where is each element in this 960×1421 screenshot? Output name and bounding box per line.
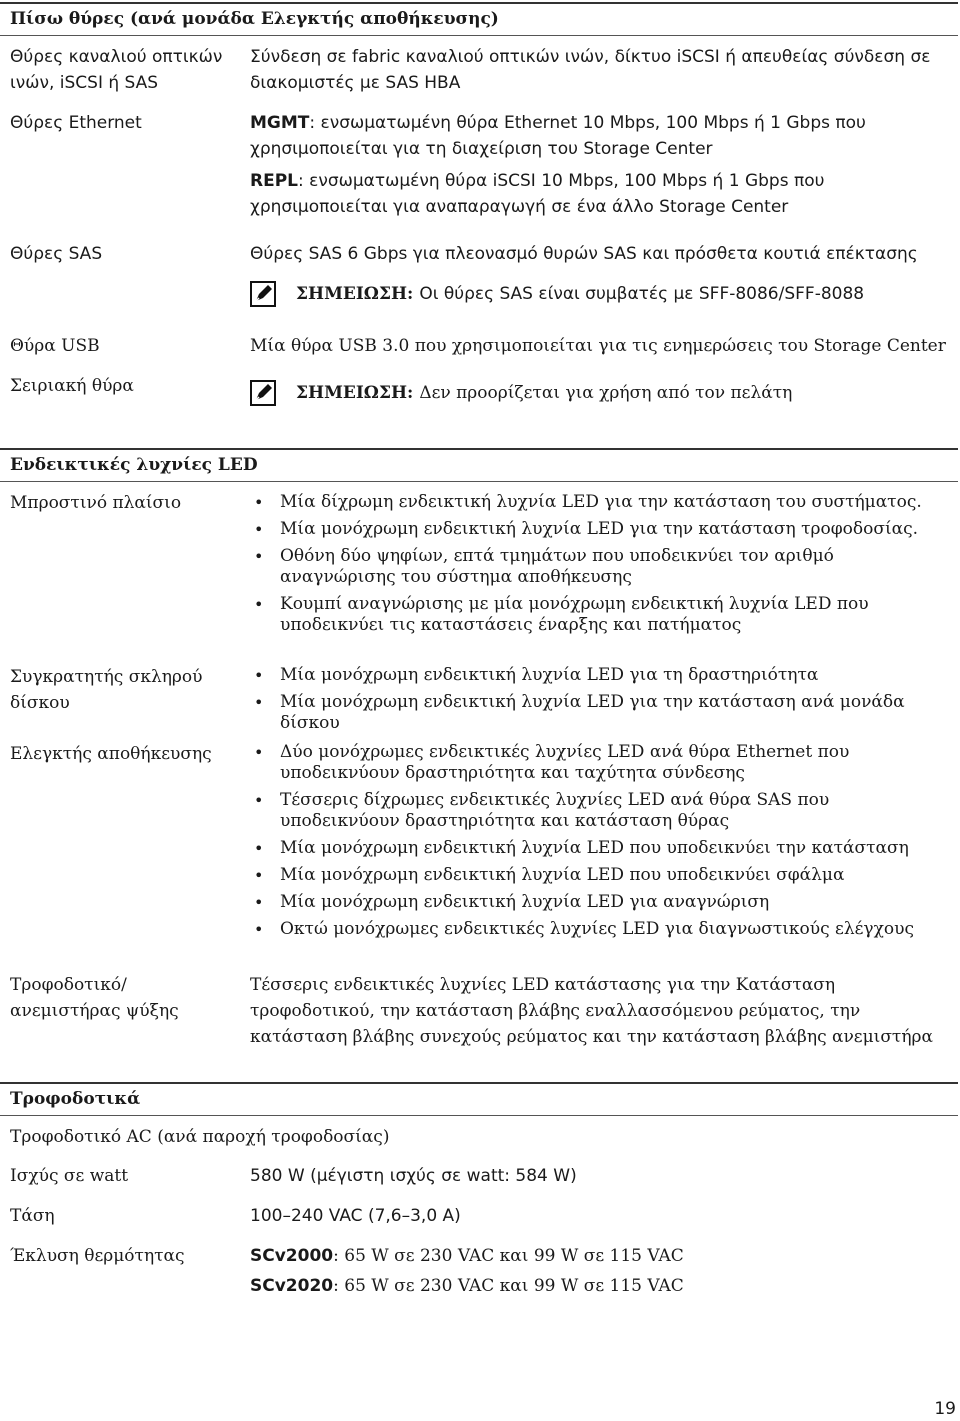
scv2020-text: : 65 W σε 230 VAC και 99 W σε 115 VAC xyxy=(333,1276,684,1296)
voltage-value: 100–240 VAC (7,6–3,0 A) xyxy=(250,1206,461,1226)
wattage-label: Ισχύς σε watt xyxy=(10,1166,129,1186)
fc-ports-label: Θύρες καναλιού οπτικών ινών, iSCSI ή SAS xyxy=(10,47,223,93)
storage-controller-label: Ελεγκτής αποθήκευσης xyxy=(10,744,212,764)
mgmt-text: : ενσωματωμένη θύρα Ethernet 10 Mbps, 100 Mbps ή 1 Gbps που χρησιμοποιείται για τη διαχείριση του Storage Center xyxy=(250,113,866,159)
sas-ports-label: Θύρες SAS xyxy=(10,244,103,264)
heat-dissipation-label: Έκλυση θερμότητας xyxy=(10,1246,185,1266)
mgmt-port-value xyxy=(250,110,950,162)
list-item: • Μία μονόχρωμη ενδεικτική λυχνία LED για την κατάσταση τροφοδοσίας. xyxy=(250,519,950,540)
heat-scv2000-value xyxy=(250,1243,950,1269)
pencil-note-icon xyxy=(250,380,276,406)
sas-ports-value: Θύρες SAS 6 Gbps για πλεονασμό θυρών SAS και πρόσθετα κουτιά επέκτασης xyxy=(250,244,918,264)
scv2020-key: SCv2020 xyxy=(250,1276,334,1296)
list-item: • Δύο μονόχρωμες ενδεικτικές λυχνίες LED ανά θύρα Ethernet που υποδεικνύουν δραστηριότητα και ταχύτητα σύνδεσης xyxy=(250,742,950,784)
storage-controller-list xyxy=(250,742,950,946)
wattage-value: 580 W (μέγιστη ισχύς σε watt: 584 W) xyxy=(250,1166,577,1186)
front-panel-label: Μπροστινό πλαίσιο xyxy=(10,493,182,513)
ac-psu-header: Τροφοδοτικό AC (ανά παροχή τροφοδοσίας) xyxy=(10,1127,390,1147)
pencil-note-icon xyxy=(250,281,276,307)
repl-key: REPL xyxy=(250,171,298,191)
list-item: • Τέσσερις δίχρωμες ενδεικτικές λυχνίες LED ανά θύρα SAS που υποδεικνύουν δραστηριότητα και κατάσταση θύρας xyxy=(250,790,950,832)
list-item: • Μία δίχρωμη ενδεικτική λυχνία LED για την κατάσταση του συστήματος. xyxy=(250,492,950,513)
sas-note xyxy=(250,281,864,307)
heat-scv2020-value xyxy=(250,1273,950,1299)
scv2000-key: SCv2000 xyxy=(250,1246,334,1266)
repl-port-value xyxy=(250,168,950,220)
serial-port-label: Σειριακή θύρα xyxy=(10,376,134,396)
voltage-label: Τάση xyxy=(10,1206,55,1226)
sas-note-text: Οι θύρες SAS είναι συμβατές με SFF-8086/SFF-8088 xyxy=(419,284,865,304)
list-item: • Κουμπί αναγνώρισης με μία μονόχρωμη ενδεικτική λυχνία LED που υποδεικνύει τις καταστάσεις έναρξης και πατήματος xyxy=(250,594,950,636)
power-title: Τροφοδοτικά xyxy=(0,1082,958,1116)
mgmt-key: MGMT xyxy=(250,113,310,133)
ethernet-ports-label: Θύρες Ethernet xyxy=(10,113,142,133)
serial-note-label: ΣΗΜΕΙΩΣΗ: xyxy=(296,383,414,403)
sas-note-label: ΣΗΜΕΙΩΣΗ: xyxy=(296,284,414,304)
scv2000-text: : 65 W σε 230 VAC και 99 W σε 115 VAC xyxy=(333,1246,684,1266)
psu-fan-label: Τροφοδοτικό/ανεμιστήρας ψύξης xyxy=(10,975,179,1021)
psu-fan-value: Τέσσερις ενδεικτικές λυχνίες LED κατάστασης για την Κατάσταση τροφοδοτικού, την κατάσταση βλάβης εναλλασσόμενου ρεύματος, την κατάσταση βλάβης συνεχούς ρεύματος και την κατάσταση βλάβης ανεμιστήρα xyxy=(250,975,933,1047)
usb-port-value: Μία θύρα USB 3.0 που χρησιμοποιείται για τις ενημερώσεις του Storage Center xyxy=(250,336,946,356)
hdd-carrier-list xyxy=(250,665,950,740)
list-item: • Μία μονόχρωμη ενδεικτική λυχνία LED που υποδεικνύει την κατάσταση xyxy=(250,838,950,859)
list-item: • Οθόνη δύο ψηφίων, επτά τμημάτων που υποδεικνύει τον αριθμό αναγνώρισης του σύστημα αποθήκευσης xyxy=(250,546,950,588)
repl-text: : ενσωματωμένη θύρα iSCSI 10 Mbps, 100 Mbps ή 1 Gbps που χρησιμοποιείται για αναπαραγωγή σε ένα άλλο Storage Center xyxy=(250,171,825,217)
serial-note-text: Δεν προορίζεται για χρήση από τον πελάτη xyxy=(419,383,793,403)
serial-note xyxy=(250,380,792,406)
page-number: 19 xyxy=(934,1399,956,1419)
hdd-carrier-label: Συγκρατητής σκληρού δίσκου xyxy=(10,667,203,713)
list-item: • Μία μονόχρωμη ενδεικτική λυχνία LED για τη δραστηριότητα xyxy=(250,665,950,686)
list-item: • Οκτώ μονόχρωμες ενδεικτικές λυχνίες LED για διαγνωστικούς ελέγχους xyxy=(250,919,950,940)
usb-port-label: Θύρα USB xyxy=(10,336,100,356)
leds-title: Ενδεικτικές λυχνίες LED xyxy=(0,448,958,482)
list-item: • Μία μονόχρωμη ενδεικτική λυχνία LED για αναγνώριση xyxy=(250,892,950,913)
rear-ports-title: Πίσω θύρες (ανά μονάδα Ελεγκτής αποθήκευσης) xyxy=(0,2,958,36)
fc-ports-value: Σύνδεση σε fabric καναλιού οπτικών ινών, δίκτυο iSCSI ή απευθείας σύνδεση σε διακομιστές με SAS HBA xyxy=(250,47,931,93)
list-item: • Μία μονόχρωμη ενδεικτική λυχνία LED για την κατάσταση ανά μονάδα δίσκου xyxy=(250,692,950,734)
front-panel-list xyxy=(250,492,950,642)
list-item: • Μία μονόχρωμη ενδεικτική λυχνία LED που υποδεικνύει σφάλμα xyxy=(250,865,950,886)
